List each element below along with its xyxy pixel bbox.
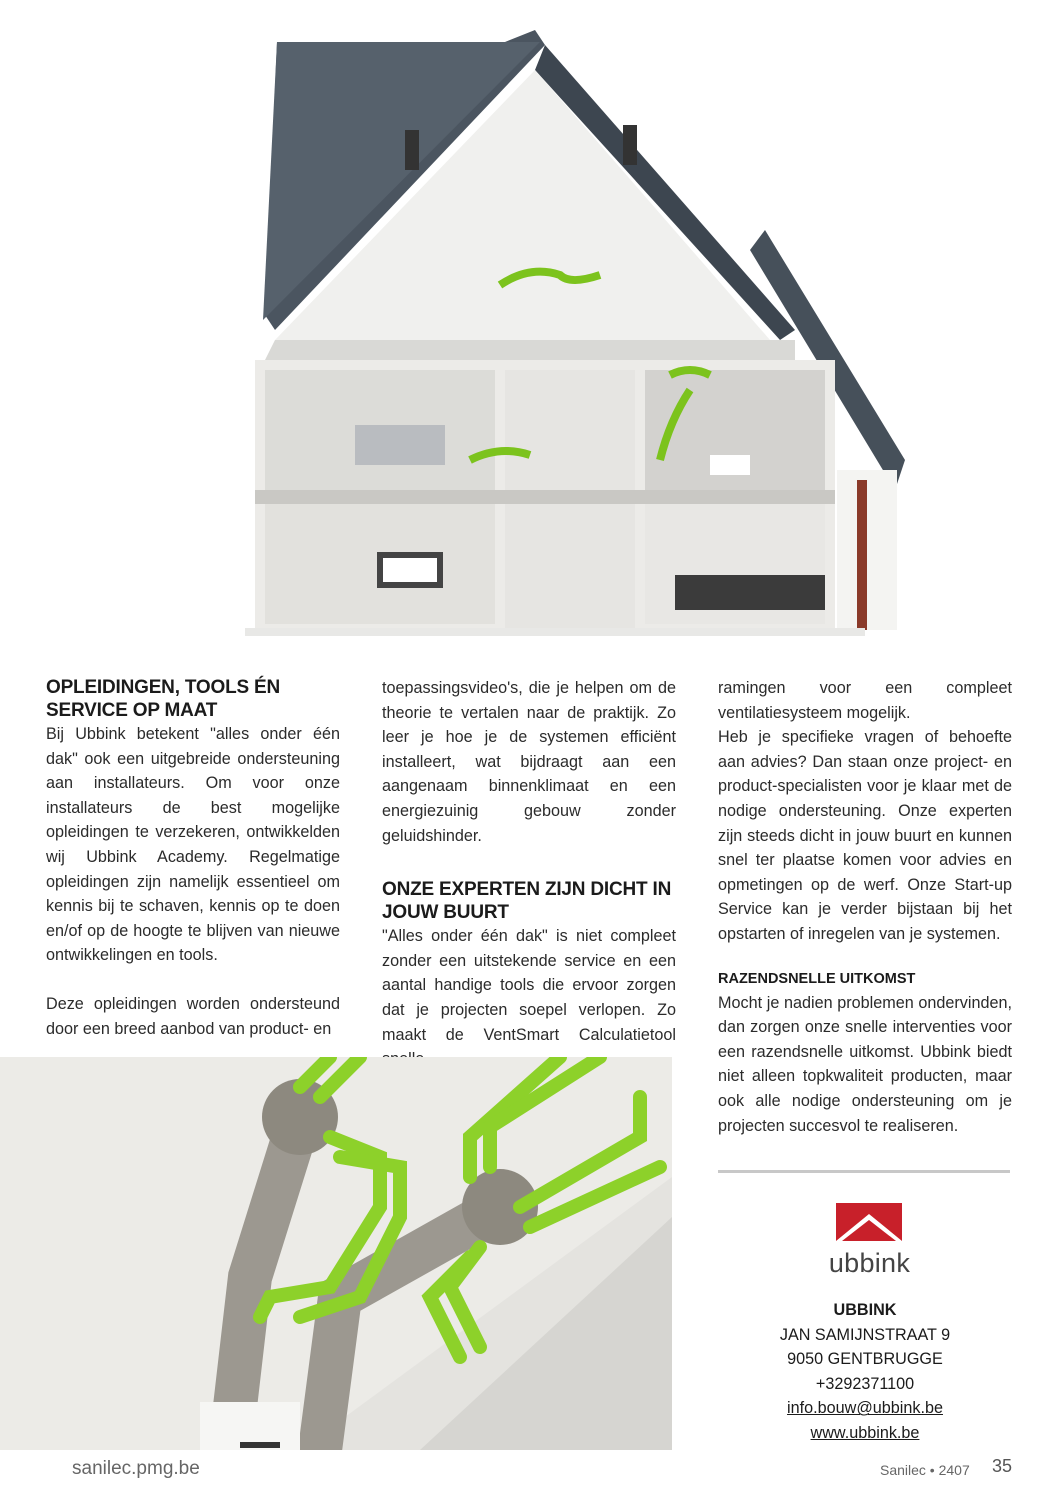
paragraph-training-support: Deze opleidingen worden ondersteund door een breed aanbod van product- en: [46, 994, 340, 1038]
paragraph-outcome: Mocht je nadien problemen ondervinden, dan zorgen onze snelle interventies voor een razendsnelle uitkomst. Ubbink biedt niet alleen topkwaliteit producten, maar ook alle nodige ondersteuning om je projecten succesvol te realiseren.: [718, 993, 1012, 1135]
footer-magazine-issue: Sanilec • 2407: [880, 1462, 970, 1478]
house-cutaway-image: [205, 30, 905, 640]
ubbink-logo-mark: [822, 1200, 917, 1245]
footer-site-link[interactable]: sanilec.pmg.be: [72, 1458, 200, 1479]
heading-training: OPLEIDINGEN, TOOLS ÉN SERVICE OP MAAT: [46, 677, 281, 721]
ubbink-logo: [822, 1200, 917, 1278]
paragraph-training: Bij Ubbink betekent "alles onder één dak" ook een uitgebreide ondersteuning aan installateurs. Om voor onze installateurs de best mogelijke opleidingen te verzekeren, ontwikkelden wij Ubbink Academy. Regelmatige opleidingen zijn namelijk essentieel om kennis bij te schaven, kennis op te doen en/of op de hoogte te blijven van nieuwe ontwikkelingen en tools.: [46, 725, 340, 965]
divider-line: [718, 1170, 1010, 1173]
contact-email-link[interactable]: info.bouw@ubbink.be: [787, 1399, 943, 1418]
subheading-outcome: RAZENDSNELLE UITKOMST: [718, 970, 916, 987]
contact-block: [718, 1298, 1012, 1446]
contact-city: 9050 GENTBRUGGE: [787, 1350, 943, 1369]
contact-website-link[interactable]: www.ubbink.be: [810, 1423, 920, 1442]
paragraph-videos: toepassingsvideo's, die je helpen om de theorie te vertalen naar de praktijk. Zo leer je hoe je de systemen efficiënt installeert, wat bijdraagt aan een aangenaam binnenklimaat en een energiezuinig gebouw zonder geluidshinder.: [382, 679, 676, 845]
contact-phone: +3292371100: [815, 1374, 915, 1393]
contact-name: UBBINK: [833, 1301, 897, 1319]
column-2: [382, 676, 676, 1072]
paragraph-specialists: Heb je specifieke vragen of behoefte aan advies? Dan staan onze project- en product-specialisten voor je klaar met de nodige ondersteuning. Onze experten zijn steeds dicht in jouw buurt en kunnen snel ter plaatse komen voor advies en opmetingen op de werf. Onze Start-up Service kan je verder bijstaan bij het opstarten of inregelen van je systemen.: [718, 728, 1012, 943]
paragraph-service: "Alles onder één dak" is niet compleet zonder een uitstekende service en een aantal handige tools die ervoor zorgen dat je projecten soepel verlopen. Zo maakt de VentSmart Calculatietool: [382, 927, 676, 1044]
ventilation-ducts-image: [0, 1057, 672, 1450]
heading-experts: ONZE EXPERTEN ZIJN DICHT IN JOUW BUURT: [382, 879, 672, 924]
footer-page-number: 35: [992, 1456, 1013, 1476]
column-1: [46, 676, 340, 1041]
contact-street: JAN SAMIJNSTRAAT 9: [779, 1325, 951, 1344]
column-3: [718, 676, 1012, 1138]
paragraph-estimates: ramingen voor een compleet ventilatiesysteem mogelijk.: [718, 679, 1012, 722]
ubbink-logo-text: ubbink: [828, 1248, 911, 1278]
